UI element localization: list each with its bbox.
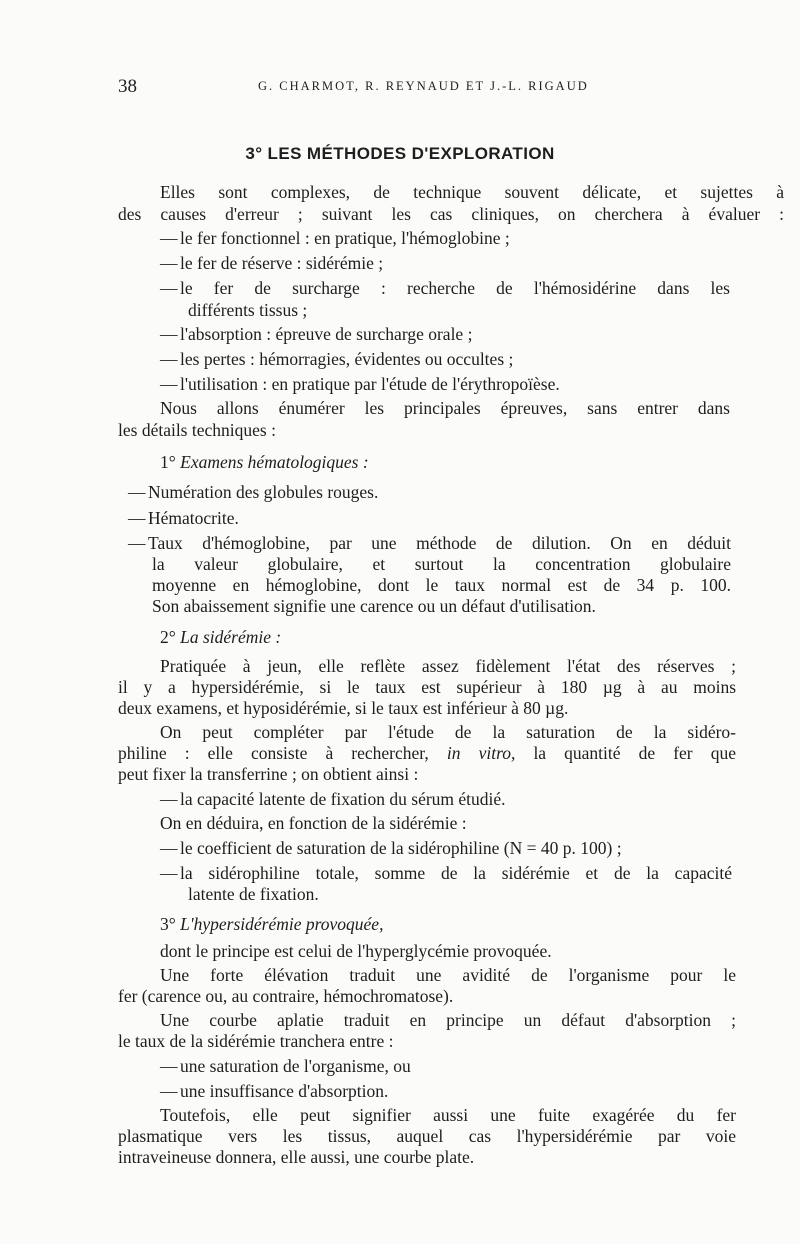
list-item	[160, 228, 510, 248]
item-text: une insuffisance d'absorption.	[180, 1081, 389, 1101]
section-title: LES MÉTHODES D'EXPLORATION	[267, 144, 555, 163]
item-text: les pertes : hémorragies, évidentes ou occultes ;	[180, 349, 514, 369]
paragraph-line: le taux de la sidérémie tranchera entre :	[118, 1031, 394, 1051]
dash: —	[128, 508, 146, 528]
paragraph-line: dont le principe est celui de l'hyperglycémie provoquée.	[160, 941, 552, 961]
dash: —	[160, 1081, 178, 1101]
dash: —	[160, 789, 178, 809]
list-item-continued: moyenne en hémoglobine, dont le taux normal est de 34 p. 100.	[152, 575, 731, 595]
item-text: Numération des globules rouges.	[148, 482, 379, 502]
italic-term: in vitro,	[446, 743, 516, 763]
paragraph-line: Nous allons énumérer les principales épreuves, sans entrer dans	[160, 398, 730, 418]
list-item	[160, 324, 472, 344]
list-item	[160, 789, 506, 809]
item-text: l'absorption : épreuve de surcharge orale ;	[180, 324, 473, 344]
paragraph-line: Une courbe aplatie traduit en principe un défaut d'absorption ;	[160, 1010, 736, 1030]
dash: —	[160, 349, 178, 369]
list-item	[160, 1081, 388, 1101]
dash: —	[128, 533, 146, 553]
item-text: le coefficient de saturation de la sidérophiline (N = 40 p. 100) ;	[180, 838, 622, 858]
page-number: 38	[118, 76, 137, 97]
paragraph-line: Pratiquée à jeun, elle reflète assez fidèlement l'état des réserves ;	[160, 656, 736, 676]
paragraph-line: On peut compléter par l'étude de la saturation de la sidéro-	[160, 722, 736, 742]
item-text: Taux d'hémoglobine, par une méthode de dilution. On en déduit	[148, 533, 731, 553]
paragraph-line: Une forte élévation traduit une avidité de l'organisme pour le	[160, 965, 736, 985]
item-text: la capacité latente de fixation du sérum étudié.	[180, 789, 506, 809]
paragraph-line	[118, 743, 736, 763]
dash: —	[160, 253, 178, 273]
item-text: le fer fonctionnel : en pratique, l'hémoglobine ;	[180, 228, 510, 248]
dash: —	[160, 1056, 178, 1076]
paragraph-line: peut fixer la transferrine ; on obtient ainsi :	[118, 764, 419, 784]
item-text: le fer de réserve : sidérémie ;	[180, 253, 384, 273]
subsection-number: 1°	[160, 452, 176, 472]
list-item	[160, 278, 730, 298]
item-text: Hématocrite.	[148, 508, 239, 528]
item-text: la sidérophiline totale, somme de la sidérémie et de la capacité	[180, 863, 732, 883]
dash: —	[160, 838, 178, 858]
intro-line: des causes d'erreur ; suivant les cas cliniques, on cherchera à évaluer :	[118, 204, 784, 224]
list-item-continued: latente de fixation.	[188, 884, 319, 904]
dash: —	[128, 482, 146, 502]
list-item	[160, 838, 622, 858]
paragraph-line: plasmatique vers les tissus, auquel cas l'hypersidérémie par voie	[118, 1126, 736, 1146]
section-heading	[0, 144, 800, 164]
dash: —	[160, 863, 178, 883]
list-item-continued: Son abaissement signifie une carence ou un défaut d'utilisation.	[152, 596, 596, 616]
paragraph-line: Toutefois, elle peut signifier aussi une fuite exagérée du fer	[160, 1105, 736, 1125]
paragraph-line: il y a hypersidérémie, si le taux est supérieur à 180 µg à au moins	[118, 677, 736, 697]
dash: —	[160, 374, 178, 394]
item-text: une saturation de l'organisme, ou	[180, 1056, 411, 1076]
paragraph-line: On en déduira, en fonction de la sidérémie :	[160, 813, 467, 833]
subsection-title: La sidérémie :	[180, 627, 282, 647]
subsection-title: Examens hématologiques :	[180, 452, 369, 472]
dash: —	[160, 228, 178, 248]
running-title: G. CHARMOT, R. REYNAUD ET J.-L. RIGAUD	[258, 79, 589, 93]
list-item	[160, 253, 383, 273]
list-item	[128, 508, 239, 528]
list-item	[160, 863, 732, 883]
list-item	[160, 349, 513, 369]
list-item-continued: différents tissus ;	[188, 300, 308, 320]
list-item	[128, 533, 731, 553]
section-number: 3°	[245, 144, 263, 163]
subsection-title: L'hypersidérémie provoquée,	[180, 914, 384, 934]
subsection-heading	[160, 627, 281, 647]
text-run: la quantité de fer que	[515, 743, 736, 763]
list-item-continued: la valeur globulaire, et surtout la concentration globulaire	[152, 554, 731, 574]
subsection-number: 2°	[160, 627, 176, 647]
paragraph-line: deux examens, et hyposidérémie, si le taux est inférieur à 80 µg.	[118, 698, 569, 718]
list-item	[128, 482, 378, 502]
dash: —	[160, 278, 178, 298]
page-header	[118, 76, 678, 100]
intro-line: Elles sont complexes, de technique souvent délicate, et sujettes à	[160, 182, 784, 202]
subsection-heading	[160, 914, 383, 934]
item-text: le fer de surcharge : recherche de l'hémosidérine dans les	[180, 278, 730, 298]
list-item	[160, 374, 560, 394]
paragraph-line: les détails techniques :	[118, 420, 276, 440]
paragraph-line: intraveineuse donnera, elle aussi, une courbe plate.	[118, 1147, 475, 1167]
list-item	[160, 1056, 411, 1076]
subsection-number: 3°	[160, 914, 176, 934]
item-text: l'utilisation : en pratique par l'étude de l'érythropoïèse.	[180, 374, 560, 394]
subsection-heading	[160, 452, 369, 472]
dash: —	[160, 324, 178, 344]
text-run: philine : elle consiste à rechercher,	[118, 743, 447, 763]
paragraph-line: fer (carence ou, au contraire, hémochromatose).	[118, 986, 454, 1006]
